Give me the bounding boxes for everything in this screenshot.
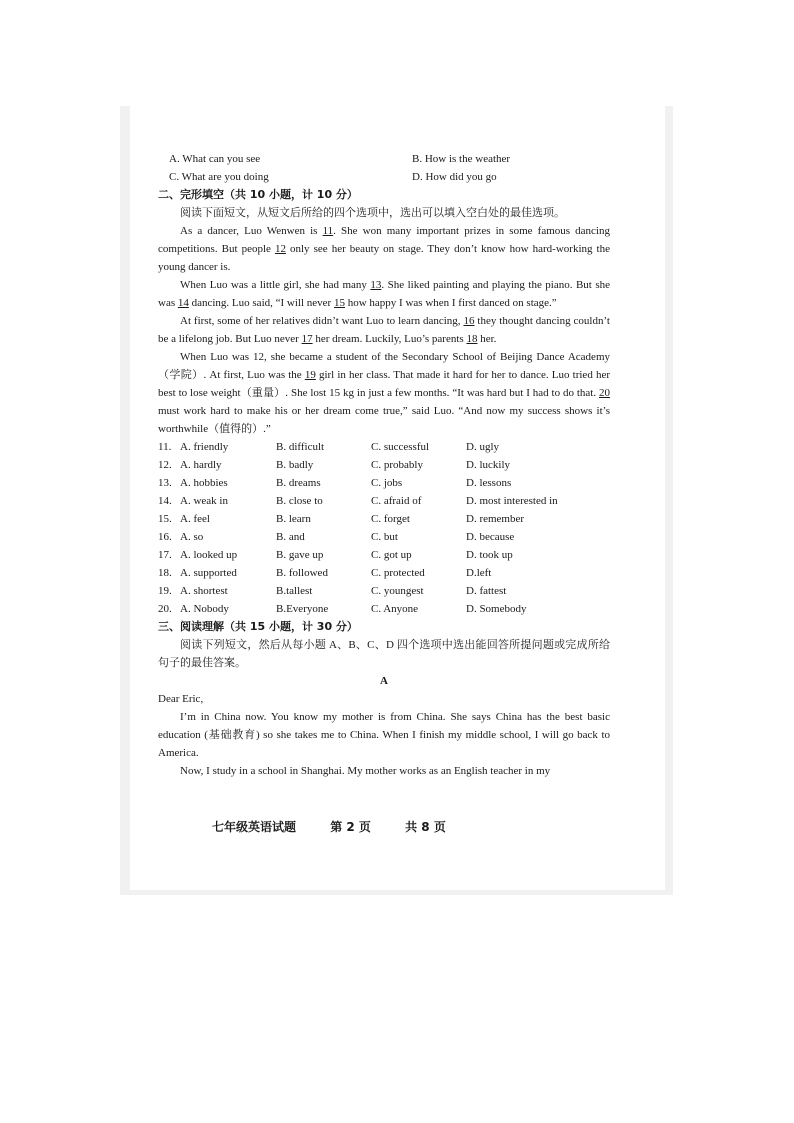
option-row: 16. A. so B. and C. but D. because: [158, 531, 515, 543]
blank-11: 11: [322, 225, 334, 237]
letter-salutation: Dear Eric,: [158, 693, 204, 705]
blank-17: 17: [301, 333, 313, 345]
page-content: [158, 150, 610, 780]
option-row: 12. A. hardly B. badly C. probably D. luckily: [158, 459, 510, 471]
blank-16: 16: [463, 315, 475, 327]
q10-options-row2: [158, 168, 610, 186]
cloze-paragraph-2: When Luo was a little girl, she had many 13. She liked painting and playing the piano. But she was 14 dancing. Luo said, “I will never 15 how happy I was when I first danced on stage.”: [158, 279, 610, 309]
q10-option-c: C. What are you doing: [169, 171, 269, 183]
q10-option-d: D. How did you go: [412, 171, 497, 183]
blank-14: 14: [177, 297, 189, 309]
option-row: 19. A. shortest B.tallest C. youngest D. fattest: [158, 585, 507, 597]
section3-instruction: 阅读下列短文，然后从每小题 A、B、C、D 四个选项中选出能回答所提问题或完成所给句子的最佳答案。: [158, 639, 610, 669]
option-row: 11. A. friendly B. difficult C. successful D. ugly: [158, 441, 499, 453]
option-row: 15. A. feel B. learn C. forget D. remember: [158, 513, 525, 525]
section2-heading: 二、完形填空（共 10 小题，计 10 分）: [158, 188, 358, 201]
q10-options-row1: [158, 150, 610, 168]
passage-label: A: [380, 675, 388, 687]
footer-total-pages: 共 8 页: [405, 820, 446, 834]
cloze-paragraph-1: As a dancer, Luo Wenwen is 11. She won many important prizes in some famous dancing competitions. But people 12 only see her beauty on stage. They don’t know how hard-working the young dancer is.: [158, 225, 610, 273]
footer-exam-title: 七年级英语试题: [212, 820, 297, 834]
blank-19: 19: [304, 369, 316, 381]
blank-12: 12: [274, 243, 286, 255]
cloze-paragraph-3: At first, some of her relatives didn’t want Luo to learn dancing, 16 they thought dancing couldn’t be a lifelong job. But Luo never 17 her dream. Luckily, Luo’s parents 18 her.: [158, 315, 610, 345]
cloze-options: [158, 438, 610, 618]
section2-instruction: 阅读下面短文，从短文后所给的四个选项中，选出可以填入空白处的最佳选项。: [180, 207, 565, 219]
option-row: 17. A. looked up B. gave up C. got up D. took up: [158, 549, 513, 561]
q10-option-b: B. How is the weather: [412, 153, 511, 165]
blank-13: 13: [370, 279, 382, 291]
option-row: 18. A. supported B. followed C. protected D.left: [158, 567, 492, 579]
cloze-paragraph-4: When Luo was 12, she became a student of the Secondary School of Beijing Dance Academy（学院）. At first, Luo was the 19 girl in her class. That made it hard for her to dance. Luo tried her best to lose weight（重量）. She lost 15 kg in just a few months. “It was hard but I had to do that. 20 must work hard to make his or her dream come true,” said Luo. “And now my success shows it’s worthwhile（值得的）.”: [158, 351, 610, 435]
option-row: 20. A. Nobody B.Everyone C. Anyone D. Somebody: [158, 603, 527, 615]
q10-option-a: A. What can you see: [169, 153, 261, 165]
option-row: 14. A. weak in B. close to C. afraid of D. most interested in: [158, 495, 558, 507]
footer-page-number: 第 2 页: [330, 820, 371, 834]
letter-paragraph-2: Now, I study in a school in Shanghai. My mother works as an English teacher in my: [180, 765, 551, 777]
letter-paragraph-1: I’m in China now. You know my mother is from China. She says China has the best basic education (基础教育) so she takes me to China. When I finish my middle school, I will go back to America.: [158, 711, 610, 759]
page-footer: [212, 818, 476, 835]
blank-15: 15: [333, 297, 345, 309]
blank-20: 20: [599, 387, 610, 399]
blank-18: 18: [466, 333, 478, 345]
option-row: 13. A. hobbies B. dreams C. jobs D. lessons: [158, 477, 512, 489]
section3-heading: 三、阅读理解（共 15 小题，计 30 分）: [158, 620, 358, 633]
